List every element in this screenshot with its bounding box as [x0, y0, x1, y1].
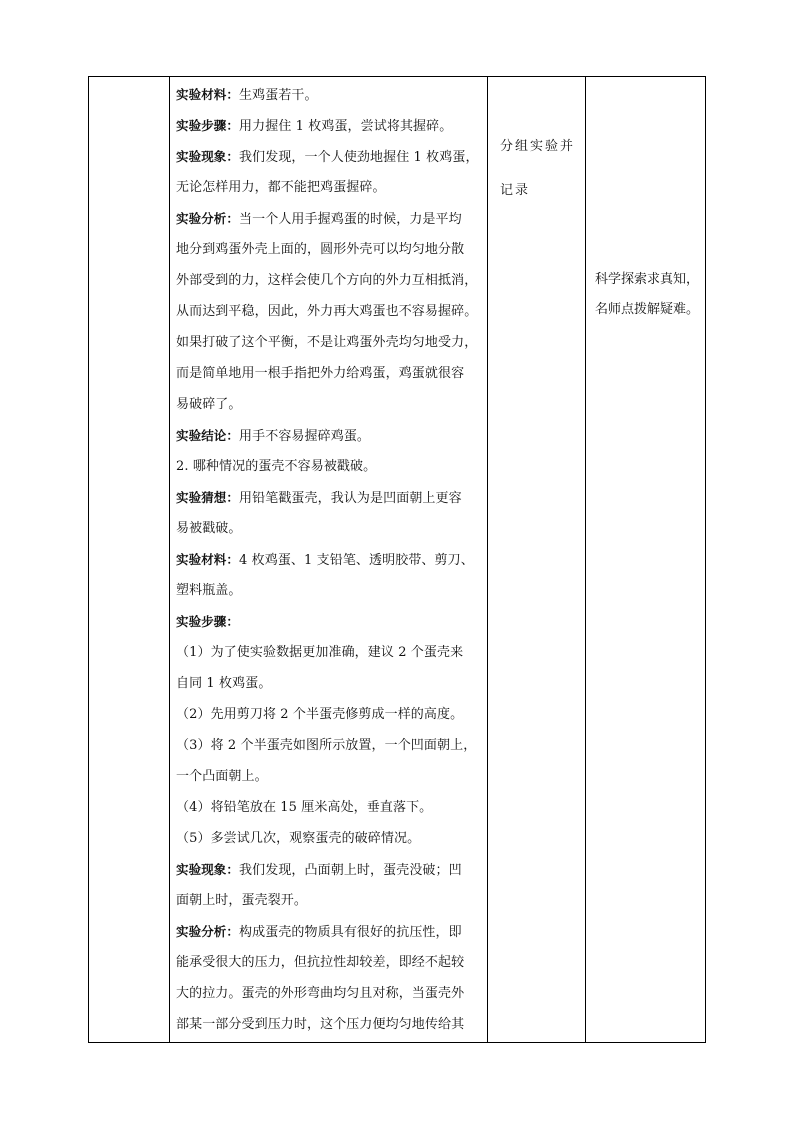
content-text: 我们发现，一个人使劲地握住 1 枚鸡蛋，: [239, 150, 479, 165]
content-line: [176, 978, 487, 1009]
student-activity-line: 记录: [500, 183, 531, 198]
content-text: 无论怎样用力，都不能把鸡蛋握碎。: [176, 180, 386, 195]
content-text: 用手不容易握碎鸡蛋。: [239, 429, 371, 444]
content-text: （5）多尝试几次，观察蛋壳的破碎情况。: [176, 831, 421, 846]
column-divider: [487, 77, 488, 1042]
content-text: （3）将 2 个半蛋壳如图所示放置，一个凹面朝上，: [176, 738, 477, 753]
content-line: [176, 792, 487, 823]
content-text: 大的拉力。蛋壳的外形弯曲均匀且对称，当蛋壳外: [176, 986, 465, 1001]
content-text: 易破碎了。: [176, 397, 242, 412]
content-text: 塑料瓶盖。: [176, 583, 242, 598]
section-label: 实验材料：: [176, 552, 240, 567]
section-label: 实验材料：: [176, 87, 240, 102]
section-label: 实验现象：: [176, 149, 240, 164]
section-label: 实验步骤：: [176, 118, 240, 133]
content-line: [176, 916, 487, 947]
content-line: [176, 420, 487, 451]
content-line: [176, 234, 487, 265]
content-line: [176, 575, 487, 606]
content-line: [176, 885, 487, 916]
content-text: 当一个人用手握鸡蛋的时候，力是平均: [239, 212, 462, 227]
content-line: [176, 1009, 487, 1040]
content-text: 用力握住 1 枚鸡蛋，尝试将其握碎。: [239, 119, 453, 134]
content-line: [176, 358, 487, 389]
content-line: [176, 296, 487, 327]
section-label: 实验现象：: [176, 862, 240, 877]
teaching-content-cell: [170, 77, 487, 1042]
content-line: [176, 637, 487, 668]
content-line: [176, 513, 487, 544]
content-text: （4）将铅笔放在 15 厘米高处，垂直落下。: [176, 800, 433, 815]
content-line: [176, 327, 487, 358]
content-text: （2）先用剪刀将 2 个半蛋壳修剪成一样的高度。: [176, 707, 464, 722]
content-line: [176, 947, 487, 978]
content-text: （1）为了使实验数据更加准确，建议 2 个蛋壳来: [176, 645, 464, 660]
section-label: 实验猜想：: [176, 490, 240, 505]
section-label: 实验结论：: [176, 428, 240, 443]
content-text: 构成蛋壳的物质具有很好的抗压性，即: [239, 925, 462, 940]
content-text: 一个凸面朝上。: [176, 769, 268, 784]
design-intent-cell: [586, 77, 707, 325]
content-line: [176, 730, 487, 761]
content-line: [176, 141, 487, 172]
content-line: [176, 699, 487, 730]
content-text: 而是简单地用一根手指把外力给鸡蛋，鸡蛋就很容: [176, 366, 465, 381]
content-text: 自同 1 枚鸡蛋。: [176, 676, 272, 691]
section-label: 实验分析：: [176, 211, 240, 226]
content-text: 易被戳破。: [176, 521, 242, 536]
content-text: 地分到鸡蛋外壳上面的，圆形外壳可以均匀地分散: [176, 242, 465, 257]
content-line: [176, 451, 487, 482]
content-text: 我们发现，凸面朝上时，蛋壳没破；凹: [239, 863, 462, 878]
content-line: [176, 203, 487, 234]
content-line: [176, 761, 487, 792]
content-line: [176, 79, 487, 110]
content-line: [176, 265, 487, 296]
section-label: 实验步骤：: [176, 614, 240, 629]
content-text: 4 枚鸡蛋、1 支铅笔、透明胶带、剪刀、: [239, 553, 474, 568]
content-line: [176, 823, 487, 854]
content-line: [176, 544, 487, 575]
content-text: 用铅笔戳蛋壳，我认为是凹面朝上更容: [239, 491, 462, 506]
content-text: 能承受很大的压力，但抗拉性却较差，即经不起较: [176, 955, 465, 970]
design-intent-line: 科学探索求真知，: [595, 272, 700, 287]
content-line: [176, 172, 487, 203]
content-line: [176, 668, 487, 699]
lesson-table: [88, 76, 706, 1043]
content-text: 外部受到的力，这样会使几个方向的外力互相抵消，: [176, 273, 478, 288]
content-text: 从而达到平稳，因此，外力再大鸡蛋也不容易握碎。: [176, 304, 478, 319]
content-line: [176, 854, 487, 885]
content-text: 如果打破了这个平衡，不是让鸡蛋外壳均匀地受力，: [176, 335, 478, 350]
content-text: 面朝上时，蛋壳裂开。: [176, 893, 308, 908]
content-text: 生鸡蛋若干。: [239, 88, 318, 103]
content-line: [176, 606, 487, 637]
content-text: 2. 哪种情况的蛋壳不容易被戳破。: [176, 459, 377, 474]
section-label: 实验分析：: [176, 924, 240, 939]
student-activity-cell: [488, 77, 585, 213]
design-intent-line: 名师点拨解疑难。: [595, 302, 700, 317]
student-activity-line: 分组实验并: [500, 139, 576, 154]
content-line: [176, 389, 487, 420]
content-text: 部某一部分受到压力时，这个压力便均匀地传给其: [176, 1017, 465, 1032]
content-line: [176, 110, 487, 141]
content-line: [176, 482, 487, 513]
